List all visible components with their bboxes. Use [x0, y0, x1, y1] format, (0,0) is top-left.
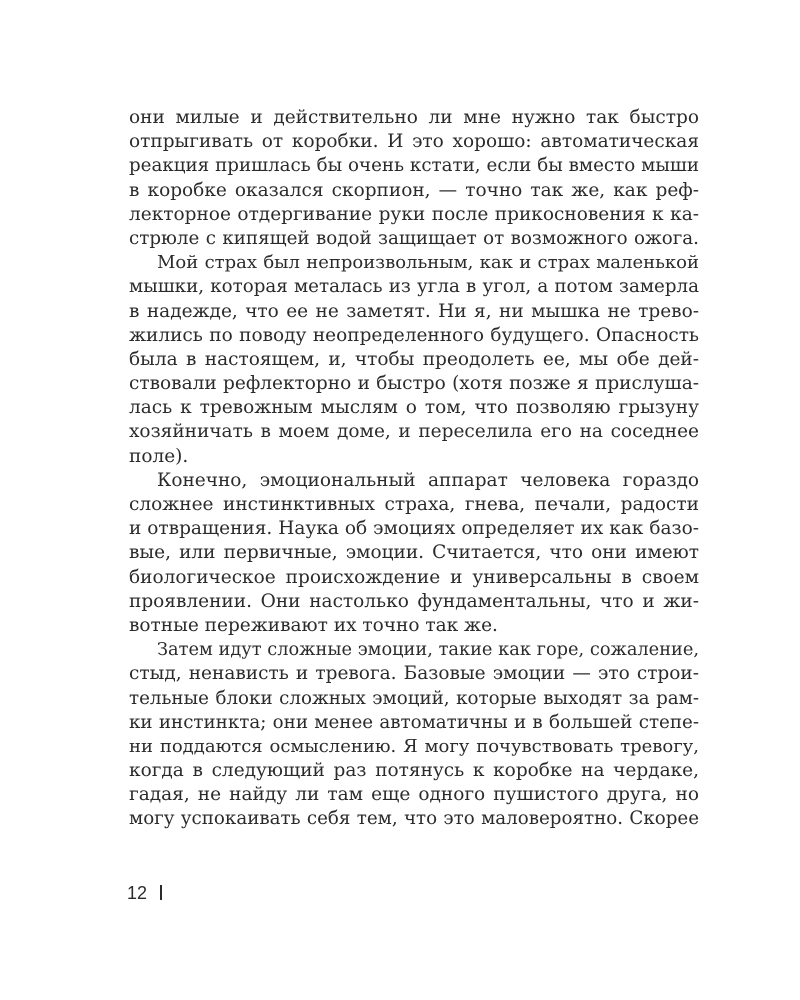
paragraph: [129, 251, 699, 469]
text-line: ствовали рефлекторно и быстро (хотя позже я прислуша-: [129, 373, 699, 395]
paragraph: [129, 106, 699, 251]
text-line: поле).: [129, 445, 189, 467]
text-line: стыд, ненависть и тревога. Базовые эмоции — это строи-: [129, 663, 699, 685]
text-line: ки инстинкта; они менее автоматичны и в большей степе-: [129, 711, 699, 733]
text-line: Конечно, эмоциональный аппарат человека гораздо: [157, 469, 699, 491]
page-number: 12: [127, 883, 148, 903]
text-line: была в настоящем, и, чтобы преодолеть ее, мы обе дей-: [129, 348, 699, 370]
text-line: жились по поводу неопределенного будущего. Опасность: [129, 324, 699, 346]
text-line: Затем идут сложные эмоции, такие как горе, сожаление,: [157, 640, 699, 661]
text-line: в коробке оказался скорпион, — точно так же, как реф-: [129, 179, 699, 201]
text-line: проявлении. Они настолько фундаментальны, что и жи-: [129, 590, 699, 612]
text-line: сложнее инстинктивных страха, гнева, печали, радости: [129, 494, 699, 515]
text-line: стрюле с кипящей водой защищает от возможного ожога.: [129, 227, 699, 249]
paragraph: [129, 469, 699, 638]
folio-separator: [160, 885, 162, 900]
text-line: тельные блоки сложных эмоций, которые выходят за рам-: [129, 687, 699, 709]
text-line: в надежде, что ее не заметят. Ни я, ни мышка не трево-: [129, 300, 699, 322]
text-line: гадая, не найду ли там еще одного пушистого друга, но: [129, 784, 699, 806]
text-line: отпрыгивать от коробки. И это хорошо: автоматическая: [129, 131, 699, 153]
text-line: ни поддаются осмыслению. Я могу почувствовать тревогу,: [129, 735, 699, 757]
text-line: мышки, которая металась из угла в угол, а потом замерла: [129, 276, 699, 298]
text-line: лекторное отдергивание руки после прикосновения к ка-: [129, 203, 699, 225]
text-line: могу успокаивать себя тем, что это маловероятно. Скорее: [129, 808, 699, 830]
text-line: реакция пришлась бы очень кстати, если бы вместо мыши: [129, 155, 699, 177]
text-line: когда в следующий раз потянусь к коробке на чердаке,: [129, 760, 699, 782]
text-line: вотные переживают их точно так же.: [129, 614, 498, 636]
text-line: лась к тревожным мыслям о том, что позволяю грызуну: [129, 397, 699, 419]
page-footer: [127, 883, 162, 904]
paragraph: [129, 638, 699, 832]
text-line: биологическое происхождение и универсальны в своем: [129, 566, 699, 588]
text-line: вые, или первичные, эмоции. Считается, что они имеют: [129, 542, 699, 564]
body-text: [129, 106, 699, 832]
text-line: и отвращения. Наука об эмоциях определяет их как базо-: [129, 518, 699, 540]
text-line: Мой страх был непроизвольным, как и страх маленькой: [157, 252, 699, 274]
text-line: они милые и действительно ли мне нужно так быстро: [129, 107, 699, 128]
text-line: хозяйничать в моем доме, и переселила его на соседнее: [129, 421, 699, 443]
